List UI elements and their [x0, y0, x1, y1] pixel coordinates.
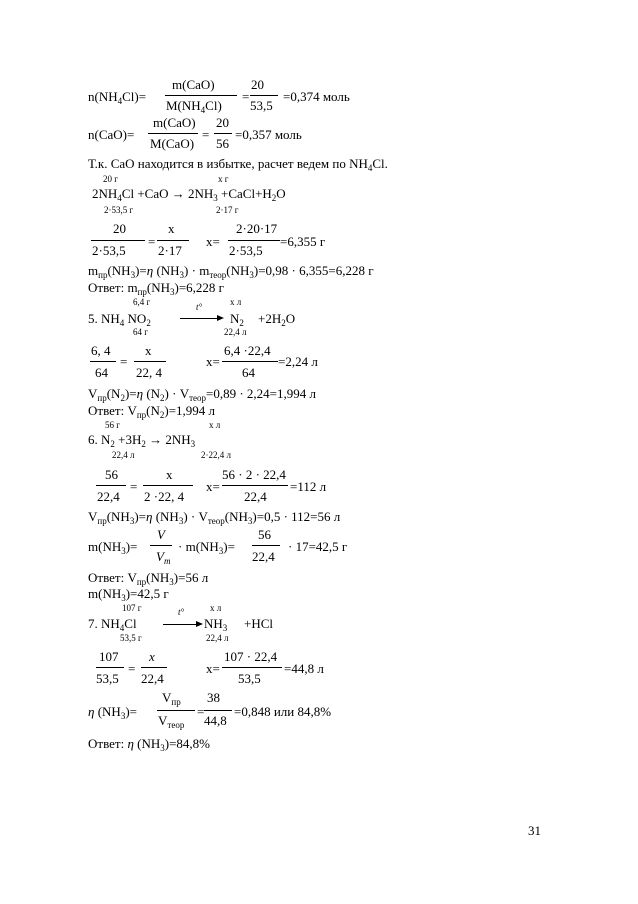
fraction-denominator: 53,5	[96, 671, 119, 686]
result-text: =6,355 г	[280, 234, 326, 249]
reaction-annotation: 2·22,4 л	[201, 450, 231, 460]
fraction-denominator: $V_m$	[156, 549, 171, 566]
fraction-bar	[91, 240, 145, 241]
fraction-numerator: 56 · 2 · 22,4	[222, 467, 286, 482]
fraction-denominator: 44,8	[204, 713, 227, 728]
fraction-denominator: 22, 4	[136, 365, 162, 380]
result-text: =44,8 л	[284, 661, 324, 676]
fraction-bar	[250, 95, 278, 96]
fraction-numerator: 56	[258, 527, 271, 542]
reaction-annotation: 2·53,5 г	[104, 205, 134, 215]
fraction-numerator: 56	[105, 467, 118, 482]
fraction-numerator: x	[168, 221, 175, 236]
reaction-product: $N_2$	[230, 311, 244, 328]
fraction-numerator: 20	[113, 221, 126, 236]
reaction-product: $+2H_2O$	[258, 311, 296, 328]
reaction-equation: 6. $N_2 +3H_2 \to 2NH_3$	[88, 432, 196, 449]
fraction-numerator: m(CaO)	[172, 77, 215, 92]
fraction-numerator: x	[166, 467, 173, 482]
fraction-bar	[214, 133, 232, 134]
x-equals: x=	[206, 354, 220, 369]
fraction-bar	[150, 545, 172, 546]
fraction-bar	[252, 545, 280, 546]
fraction-numerator: 38	[207, 690, 220, 705]
fraction-denominator: 22,4	[252, 549, 275, 564]
fraction-denominator: $M(NH_4Cl)$	[166, 98, 222, 115]
fraction-bar	[204, 710, 232, 711]
arrow-head-icon	[217, 315, 224, 321]
mass-formula: $m(NH_3)=$	[88, 539, 138, 556]
fraction-bar	[165, 95, 237, 96]
fraction-numerator: $V_{пр}$	[162, 690, 181, 707]
answer-line: Ответ: $V_{пр}(NH_3)=56$ л	[88, 570, 209, 587]
fraction-denominator: 64	[95, 365, 108, 380]
fraction-numerator: V	[157, 527, 165, 542]
reaction-annotation: х л	[230, 297, 242, 307]
fraction-denominator: 22,4	[244, 489, 267, 504]
fraction-bar	[222, 361, 278, 362]
result-text: · 17=42,5 г	[288, 539, 348, 554]
fraction-denominator: $V_{теор}$	[158, 713, 185, 730]
reaction-annotation: 107 г	[122, 603, 142, 613]
fraction-bar	[141, 667, 167, 668]
equals-sign: =	[120, 354, 128, 369]
equals-sign: =	[242, 89, 250, 104]
fraction-numerator: x	[145, 343, 152, 358]
answer-line: $m(NH_3)=42,5$ г	[88, 586, 169, 603]
reaction-annotation: 6,4 г	[133, 297, 151, 307]
fraction-bar	[148, 133, 198, 134]
fraction-numerator: 2·20·17	[236, 221, 278, 236]
reaction-equation: $2NH_4Cl +CaO \to 2NH_3$ $+CaCl+H_2O$	[92, 186, 286, 203]
yield-formula: $V_{пр}(NH_3)=\eta$ $(NH_3) \cdot V_{теор}(NH_3)=0,5 \cdot 112=56$ л	[88, 509, 341, 526]
fraction-denominator: 22,4	[97, 489, 120, 504]
fraction-denominator: 64	[242, 365, 255, 380]
reaction-product: +HCl	[244, 616, 274, 631]
fraction-numerator: x	[149, 649, 155, 664]
reaction-equation: 7. $NH_4Cl$	[88, 616, 137, 633]
reaction-annotation: 64 г	[133, 327, 148, 337]
fraction-bar	[222, 485, 288, 486]
reaction-arrow	[163, 624, 197, 625]
fraction-denominator: 2·53,5	[229, 243, 263, 258]
fraction-bar	[90, 361, 116, 362]
fraction-numerator: 107	[99, 649, 119, 664]
reaction-annotation: х л	[209, 420, 221, 430]
x-equals: x=	[206, 234, 220, 249]
fraction-numerator: 6, 4	[91, 343, 111, 358]
yield-formula: $m_{пр}(NH_3)=\eta$ $(NH_3) \cdot m_{теор}(NH_3)=0,98 \cdot 6,355=6,228$ г	[88, 263, 374, 280]
reaction-arrow	[180, 318, 218, 319]
temperature-label: t°	[178, 607, 185, 617]
reaction-annotation: 22,4 л	[224, 327, 247, 337]
result-text: =2,24 л	[278, 354, 318, 369]
equals-sign: =	[197, 704, 205, 719]
fraction-numerator: 20	[251, 77, 264, 92]
answer-line: Ответ: $m_{пр}(NH_3)=6,228$ г	[88, 280, 224, 297]
text-line: Т.к. CaO находится в избытке, расчет ведем по $NH_4Cl$.	[88, 156, 388, 173]
fraction-numerator: 6,4 ·22,4	[224, 343, 271, 358]
fraction-denominator: 2·17	[158, 243, 182, 258]
reaction-annotation: 56 г	[105, 420, 120, 430]
fraction-denominator: 56	[216, 136, 229, 151]
x-equals: x=	[206, 479, 220, 494]
fraction-denominator: M(CaO)	[150, 136, 195, 151]
x-equals: x=	[206, 661, 220, 676]
reaction-equation: 5. $NH_4$ $NO_2$	[88, 311, 151, 328]
result-text: =0,374 моль	[283, 89, 350, 104]
page-number: 31	[528, 823, 541, 838]
equals-sign: =	[128, 661, 136, 676]
result-text: =0,357 моль	[235, 127, 302, 142]
answer-line: Ответ: η $(NH_3)=84,8\%$	[88, 736, 211, 753]
fraction-bar	[96, 667, 124, 668]
temperature-label: t°	[196, 302, 203, 312]
arrow-head-icon	[196, 621, 203, 627]
fraction-bar	[157, 240, 189, 241]
reaction-product: $NH_3$	[204, 616, 228, 633]
equals-sign: =	[130, 479, 138, 494]
yield-formula: η $(NH_3)=$	[88, 704, 137, 721]
result-text: =0,848 или 84,8%	[234, 704, 332, 719]
fraction-bar	[143, 485, 193, 486]
reaction-annotation: 20 г	[103, 174, 118, 184]
yield-formula: $V_{пр}(N_2)=\eta$ $(N_2) \cdot V_{теор}=0,89 \cdot 2,24=1,994$ л	[88, 386, 316, 403]
fraction-numerator: 107 · 22,4	[224, 649, 278, 664]
fraction-bar	[222, 667, 282, 668]
n-cao-label: n(CaO)=	[88, 127, 135, 142]
reaction-annotation: х л	[210, 603, 222, 613]
reaction-annotation: 22,4 л	[206, 633, 229, 643]
fraction-bar	[96, 485, 126, 486]
reaction-annotation: 2·17 г	[216, 205, 239, 215]
fraction-bar	[157, 710, 195, 711]
reaction-annotation: 53,5 г	[120, 633, 142, 643]
n-nh4cl-label: $n(NH_4Cl)=$	[88, 89, 147, 106]
fraction-bar	[134, 361, 166, 362]
fraction-numerator: 20	[216, 115, 229, 130]
result-text: =112 л	[290, 479, 327, 494]
fraction-numerator: m(CaO)	[153, 115, 196, 130]
equals-sign: =	[202, 127, 210, 142]
fraction-bar	[228, 240, 280, 241]
fraction-denominator: 2 ·22, 4	[144, 489, 185, 504]
fraction-denominator: 53,5	[238, 671, 261, 686]
reaction-annotation: 22,4 л	[112, 450, 135, 460]
fraction-denominator: 2·53,5	[92, 243, 126, 258]
equals-sign: =	[148, 234, 156, 249]
fraction-denominator: 53,5	[250, 98, 273, 113]
answer-line: Ответ: $V_{пр}(N_2)=1,994$ л	[88, 403, 216, 420]
mass-formula: · $m(NH_3)=$	[178, 539, 235, 556]
reaction-annotation: х г	[218, 174, 229, 184]
fraction-denominator: 22,4	[141, 671, 164, 686]
